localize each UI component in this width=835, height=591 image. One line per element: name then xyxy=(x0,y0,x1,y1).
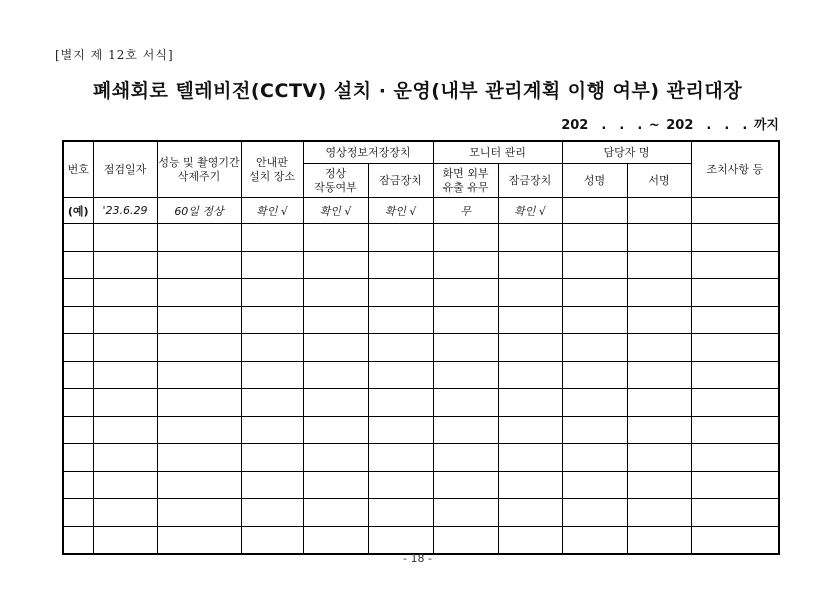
table-cell[interactable] xyxy=(627,444,691,472)
table-cell[interactable] xyxy=(691,334,779,362)
table-cell[interactable] xyxy=(93,334,157,362)
table-cell[interactable] xyxy=(433,526,498,554)
table-cell[interactable] xyxy=(562,361,627,389)
header-manager-name: 성명 xyxy=(562,164,627,198)
table-cell[interactable] xyxy=(627,306,691,334)
table-cell[interactable] xyxy=(691,251,779,279)
example-storage-lock: 확인 √ xyxy=(368,198,433,224)
table-cell[interactable] xyxy=(433,306,498,334)
header-storage-lock: 잠금장치 xyxy=(368,164,433,198)
table-cell[interactable] xyxy=(303,306,368,334)
table-cell[interactable] xyxy=(63,334,93,362)
table-cell[interactable] xyxy=(691,444,779,472)
table-cell[interactable] xyxy=(562,251,627,279)
header-monitor-group: 모니터 관리 xyxy=(433,141,562,164)
table-row xyxy=(63,416,779,444)
header-storage-normal xyxy=(303,164,368,198)
header-performance-line2: 삭제주기 xyxy=(177,169,221,183)
table-cell[interactable] xyxy=(433,361,498,389)
example-inspection-date: '23.6.29 xyxy=(93,198,157,224)
table-cell[interactable] xyxy=(303,499,368,527)
table-cell[interactable] xyxy=(691,389,779,417)
table-cell[interactable] xyxy=(562,279,627,307)
table-cell[interactable] xyxy=(433,224,498,252)
header-performance xyxy=(157,141,241,198)
table-cell[interactable] xyxy=(93,306,157,334)
table-cell[interactable] xyxy=(691,499,779,527)
table-cell[interactable] xyxy=(498,444,562,472)
table-cell[interactable] xyxy=(368,389,433,417)
example-sign: 확인 √ xyxy=(241,198,303,224)
table-cell[interactable] xyxy=(63,471,93,499)
table-cell[interactable] xyxy=(157,444,241,472)
table-cell[interactable] xyxy=(498,416,562,444)
table-cell[interactable] xyxy=(433,444,498,472)
table-cell[interactable] xyxy=(63,444,93,472)
table-cell[interactable] xyxy=(368,306,433,334)
table-cell[interactable] xyxy=(241,526,303,554)
table-cell[interactable] xyxy=(368,526,433,554)
table-cell[interactable] xyxy=(562,306,627,334)
table-cell[interactable] xyxy=(63,416,93,444)
table-cell[interactable] xyxy=(93,389,157,417)
table-cell[interactable] xyxy=(627,361,691,389)
table-cell[interactable] xyxy=(562,389,627,417)
table-cell[interactable] xyxy=(627,389,691,417)
table-cell[interactable] xyxy=(63,251,93,279)
table-cell[interactable] xyxy=(498,499,562,527)
table-cell[interactable] xyxy=(241,251,303,279)
table-cell[interactable] xyxy=(433,471,498,499)
table-cell[interactable] xyxy=(498,224,562,252)
table-cell[interactable] xyxy=(63,499,93,527)
header-storage-normal-line2: 작동여부 xyxy=(314,180,357,194)
table-cell[interactable] xyxy=(241,224,303,252)
header-manager-group: 담당자 명 xyxy=(562,141,691,164)
table-cell[interactable] xyxy=(93,471,157,499)
table-cell[interactable] xyxy=(691,279,779,307)
table-cell[interactable] xyxy=(498,361,562,389)
table-cell[interactable] xyxy=(627,224,691,252)
table-cell[interactable] xyxy=(498,334,562,362)
table-cell[interactable] xyxy=(241,361,303,389)
table-cell[interactable] xyxy=(63,279,93,307)
table-row xyxy=(63,361,779,389)
header-sign-line2: 설치 장소 xyxy=(248,169,295,183)
table-cell[interactable] xyxy=(368,471,433,499)
table-cell[interactable] xyxy=(157,471,241,499)
table-cell[interactable] xyxy=(303,334,368,362)
table-cell[interactable] xyxy=(303,471,368,499)
table-cell[interactable] xyxy=(368,444,433,472)
table-cell[interactable] xyxy=(562,416,627,444)
table-cell[interactable] xyxy=(303,251,368,279)
table-cell[interactable] xyxy=(241,499,303,527)
cctv-management-table xyxy=(62,140,780,555)
table-cell[interactable] xyxy=(63,224,93,252)
table-cell[interactable] xyxy=(157,416,241,444)
header-sign-location xyxy=(241,141,303,198)
table-cell[interactable] xyxy=(691,224,779,252)
table-cell[interactable] xyxy=(627,251,691,279)
page-number: - 18 - xyxy=(403,552,432,565)
table-cell[interactable] xyxy=(498,526,562,554)
table-cell[interactable] xyxy=(157,224,241,252)
header-storage-group: 영상정보저장장치 xyxy=(303,141,433,164)
table-cell[interactable] xyxy=(627,526,691,554)
table-row xyxy=(63,389,779,417)
document-title: 폐쇄회로 텔레비전(CCTV) 설치 · 운영(내부 관리계획 이행 여부) 관리대장 xyxy=(92,80,743,102)
example-manager-sign xyxy=(627,198,691,224)
table-cell[interactable] xyxy=(433,416,498,444)
header-monitor-lock: 잠금장치 xyxy=(498,164,562,198)
table-cell[interactable] xyxy=(157,499,241,527)
table-cell[interactable] xyxy=(562,224,627,252)
table-cell[interactable] xyxy=(93,224,157,252)
table-cell[interactable] xyxy=(627,334,691,362)
table-cell[interactable] xyxy=(691,361,779,389)
table-cell[interactable] xyxy=(241,444,303,472)
table-cell[interactable] xyxy=(63,526,93,554)
table-row xyxy=(63,471,779,499)
table-cell[interactable] xyxy=(433,499,498,527)
table-cell[interactable] xyxy=(368,334,433,362)
table-cell[interactable] xyxy=(241,471,303,499)
table-cell[interactable] xyxy=(562,526,627,554)
header-action: 조치사항 등 xyxy=(691,141,779,198)
example-storage-normal: 확인 √ xyxy=(303,198,368,224)
table-cell[interactable] xyxy=(627,499,691,527)
table-cell[interactable] xyxy=(303,526,368,554)
table-cell[interactable] xyxy=(368,499,433,527)
table-cell[interactable] xyxy=(691,416,779,444)
example-performance: 60일 정상 xyxy=(157,198,241,224)
table-cell[interactable] xyxy=(157,334,241,362)
table-cell[interactable] xyxy=(93,279,157,307)
header-manager-sign: 서명 xyxy=(627,164,691,198)
table-cell[interactable] xyxy=(691,471,779,499)
table-cell[interactable] xyxy=(157,361,241,389)
table-cell[interactable] xyxy=(368,251,433,279)
header-storage-normal-line1: 정상 xyxy=(324,166,347,180)
table-row xyxy=(63,306,779,334)
header-monitor-exposure xyxy=(433,164,498,198)
header-no: 번호 xyxy=(63,141,93,198)
table-cell[interactable] xyxy=(157,251,241,279)
table-cell[interactable] xyxy=(63,306,93,334)
table-row xyxy=(63,251,779,279)
table-cell[interactable] xyxy=(627,471,691,499)
table-cell[interactable] xyxy=(303,279,368,307)
table-cell[interactable] xyxy=(498,251,562,279)
table-cell[interactable] xyxy=(498,389,562,417)
period-range: 202 . . . ~ 202 . . . 까지 xyxy=(561,118,779,133)
table-cell[interactable] xyxy=(63,361,93,389)
header-monitor-exposure-line2: 유출 유무 xyxy=(442,180,489,194)
table-cell[interactable] xyxy=(93,444,157,472)
example-row xyxy=(63,198,779,224)
table-row xyxy=(63,224,779,252)
table-cell[interactable] xyxy=(368,361,433,389)
table-cell[interactable] xyxy=(498,471,562,499)
table-cell[interactable] xyxy=(433,334,498,362)
table-cell[interactable] xyxy=(93,499,157,527)
table-row xyxy=(63,526,779,554)
table-cell[interactable] xyxy=(241,334,303,362)
table-cell[interactable] xyxy=(562,471,627,499)
table-cell[interactable] xyxy=(241,279,303,307)
table-cell[interactable] xyxy=(241,306,303,334)
table-cell[interactable] xyxy=(368,224,433,252)
table-cell[interactable] xyxy=(303,389,368,417)
table-cell[interactable] xyxy=(498,306,562,334)
table-cell[interactable] xyxy=(303,224,368,252)
table-cell[interactable] xyxy=(241,416,303,444)
table-cell[interactable] xyxy=(93,416,157,444)
table-cell[interactable] xyxy=(368,279,433,307)
example-manager-name xyxy=(562,198,627,224)
table-row xyxy=(63,279,779,307)
table-cell[interactable] xyxy=(93,361,157,389)
example-monitor-exposure: 무 xyxy=(433,198,498,224)
table-row xyxy=(63,444,779,472)
table-cell[interactable] xyxy=(691,306,779,334)
table-cell[interactable] xyxy=(63,389,93,417)
table-cell[interactable] xyxy=(303,444,368,472)
table-row xyxy=(63,334,779,362)
table-cell[interactable] xyxy=(562,444,627,472)
example-action xyxy=(691,198,779,224)
table-cell[interactable] xyxy=(93,526,157,554)
example-no: (예) xyxy=(63,198,93,224)
table-cell[interactable] xyxy=(303,416,368,444)
table-cell[interactable] xyxy=(157,389,241,417)
table-cell[interactable] xyxy=(241,389,303,417)
example-monitor-lock: 확인 √ xyxy=(498,198,562,224)
table-cell[interactable] xyxy=(691,526,779,554)
form-number-label: [별지 제 12호 서식] xyxy=(55,48,174,62)
table-cell[interactable] xyxy=(157,279,241,307)
table-cell[interactable] xyxy=(303,361,368,389)
table-cell[interactable] xyxy=(562,499,627,527)
table-cell[interactable] xyxy=(627,416,691,444)
header-performance-line1: 성능 및 촬영기간 xyxy=(158,155,240,169)
table-cell[interactable] xyxy=(433,251,498,279)
table-cell[interactable] xyxy=(627,279,691,307)
table-cell[interactable] xyxy=(157,526,241,554)
table-cell[interactable] xyxy=(93,251,157,279)
header-inspection-date: 점검일자 xyxy=(93,141,157,198)
table-cell[interactable] xyxy=(433,389,498,417)
table-cell[interactable] xyxy=(433,279,498,307)
table-cell[interactable] xyxy=(368,416,433,444)
table-cell[interactable] xyxy=(562,334,627,362)
table-cell[interactable] xyxy=(498,279,562,307)
header-monitor-exposure-line1: 화면 외부 xyxy=(442,166,489,180)
header-sign-line1: 안내판 xyxy=(256,155,288,169)
table-row xyxy=(63,499,779,527)
table-cell[interactable] xyxy=(157,306,241,334)
